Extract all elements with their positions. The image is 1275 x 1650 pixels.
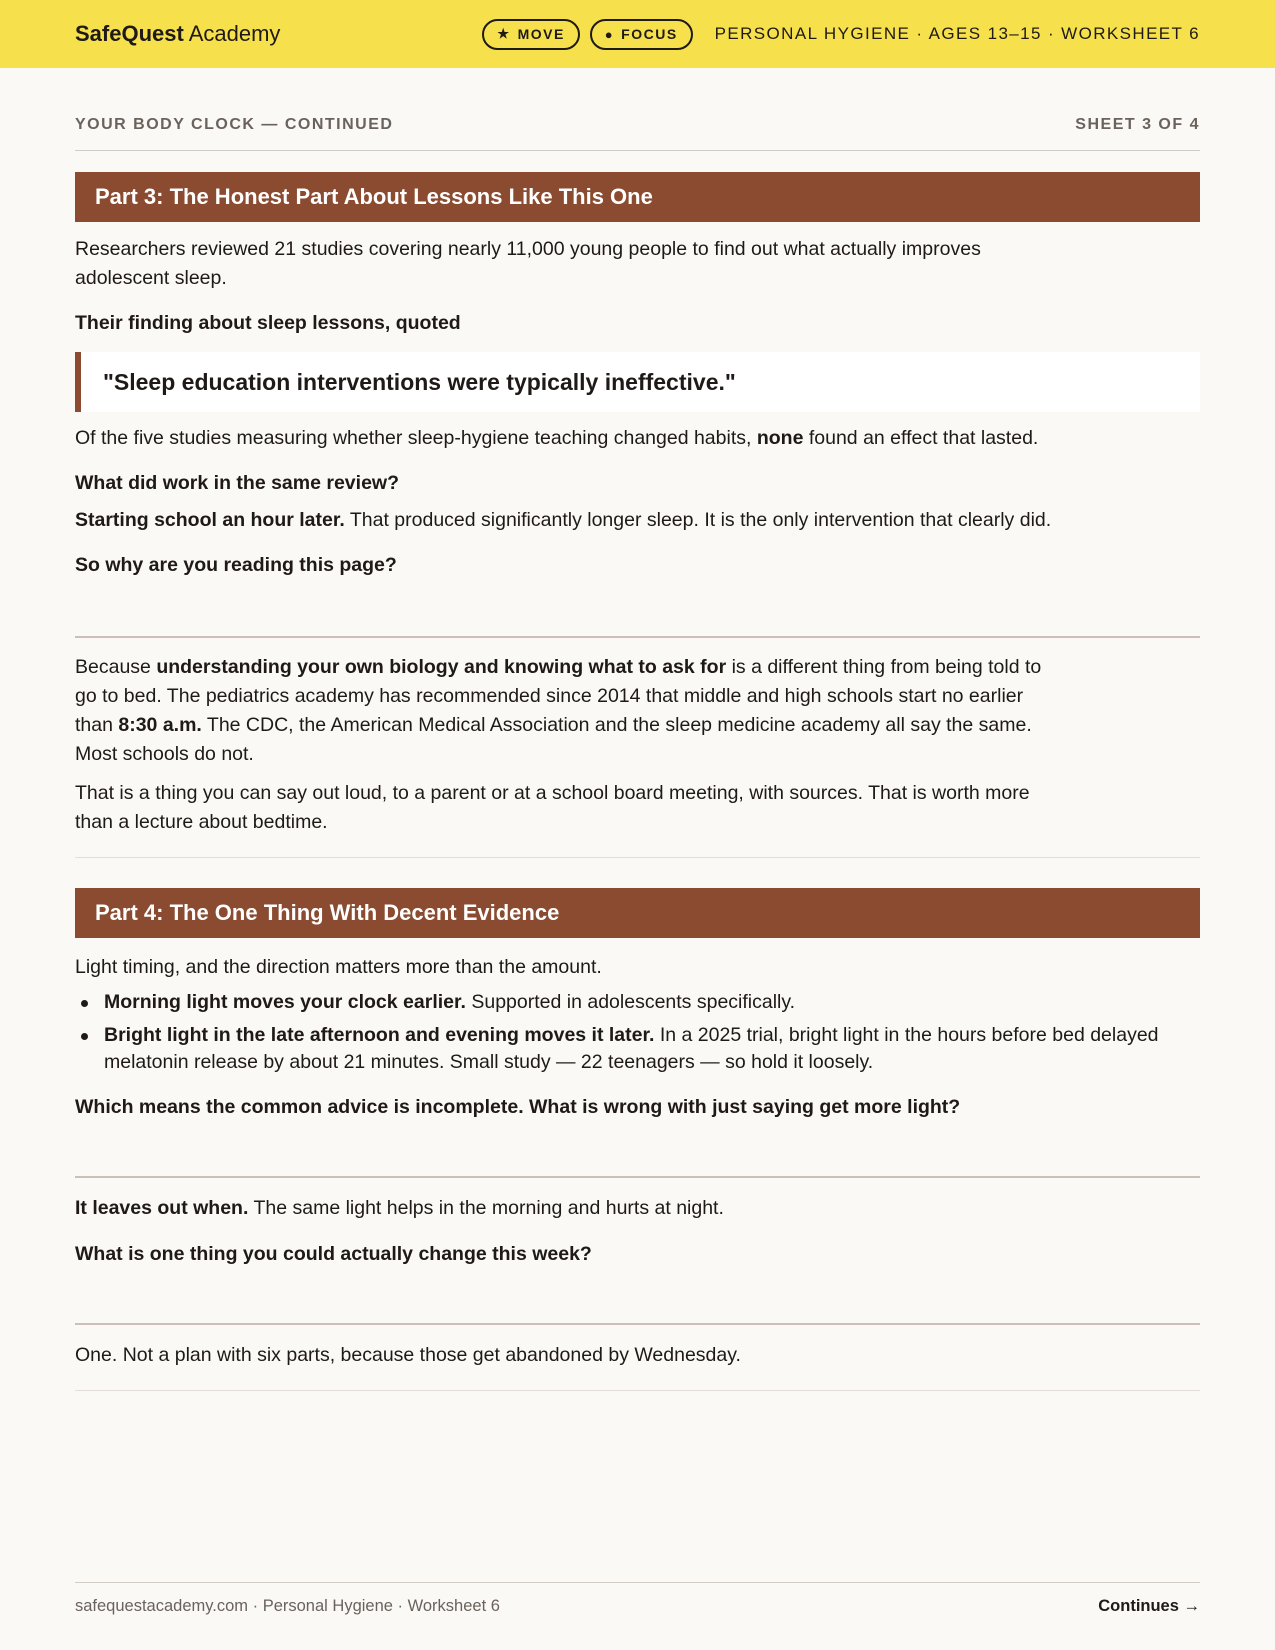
answer-what-worked — [75, 506, 1065, 535]
answer-more-light — [75, 1194, 1065, 1223]
dot-icon: ● — [604, 26, 615, 42]
answer-what-worked-bold: Starting school an hour later. — [75, 509, 345, 531]
part-3-heading: Part 3: The Honest Part About Lessons Like This One — [75, 172, 1200, 222]
section-divider — [75, 857, 1200, 858]
because-b2: 8:30 a.m. — [118, 714, 202, 736]
end-divider — [75, 1390, 1200, 1391]
because-paragraph — [75, 653, 1065, 769]
part-4-intro: Light timing, and the direction matters more than the amount. — [75, 956, 602, 978]
footer-site: safequestacademy.com · Personal Hygiene · Worksheet 6 — [75, 1597, 500, 1615]
worksheet-body — [75, 68, 1200, 1391]
because-t1: Because — [75, 656, 157, 678]
answer-line-3 — [75, 1323, 1200, 1325]
question-more-light: Which means the common advice is incomplete. What is wrong with just saying get more light? — [75, 1096, 961, 1118]
running-head — [75, 116, 1200, 151]
bullet-1-bold: Morning light moves your clock earlier. — [104, 991, 466, 1013]
bullet-2-bold: Bright light in the late afternoon and evening moves it later. — [104, 1024, 655, 1046]
top-banner — [0, 0, 1275, 68]
because-b1: understanding your own biology and knowing what to ask for — [156, 656, 727, 678]
answer-more-light-bold: It leaves out when. — [75, 1197, 249, 1219]
page-footer — [75, 1582, 1200, 1616]
brand-name-bold: SafeQuest — [75, 21, 184, 46]
because-t3: The CDC, the American Medical Association and the sleep medicine academy all say the same. Most schools do not. — [75, 714, 1032, 765]
question-what-worked: What did work in the same review? — [75, 472, 399, 494]
focus-badge — [590, 19, 693, 50]
five-studies-before: Of the five studies measuring whether sleep-hygiene teaching changed habits, — [75, 427, 757, 449]
focus-badge-label: FOCUS — [621, 26, 678, 42]
worksheet-meta: PERSONAL HYGIENE · AGES 13–15 · WORKSHEET 6 — [714, 24, 1200, 43]
list-item — [75, 1022, 1200, 1076]
question-why-reading: So why are you reading this page? — [75, 554, 397, 576]
brand-logo — [75, 21, 280, 47]
move-badge-label: MOVE — [517, 26, 565, 42]
list-item — [75, 989, 1200, 1016]
five-studies-bold: none — [756, 427, 804, 449]
question-one-thing: What is one thing you could actually change this week? — [75, 1243, 592, 1265]
bullet-2-rest: In a 2025 trial, bright light in the hours before bed delayed melatonin release by about 21 minutes. Small study — 22 teenagers — so hold it loosely. — [104, 1024, 1159, 1073]
brand-name-rest: Academy — [183, 21, 281, 46]
five-studies-text — [75, 424, 1065, 453]
part-4-heading: Part 4: The One Thing With Decent Evidence — [75, 888, 1200, 938]
finding-label: Their finding about sleep lessons, quoted — [75, 312, 461, 334]
answer-what-worked-rest: That produced significantly longer sleep. It is the only intervention that clearly did. — [344, 509, 1052, 531]
five-studies-after: found an effect that lasted. — [803, 427, 1039, 449]
answer-line-2 — [75, 1176, 1200, 1178]
running-head-title: YOUR BODY CLOCK — CONTINUED — [75, 116, 394, 133]
move-badge — [482, 19, 579, 50]
bullet-1-rest: Supported in adolescents specifically. — [465, 991, 796, 1013]
header-right — [482, 19, 1200, 50]
answer-line-1 — [75, 636, 1200, 638]
light-bullets — [75, 989, 1200, 1076]
answer-one-thing: One. Not a plan with six parts, because those get abandoned by Wednesday. — [75, 1344, 741, 1366]
say-out-loud-paragraph: That is a thing you can say out loud, to a parent or at a school board meeting, with sources. That is worth more than a lecture about bedtime. — [75, 782, 1030, 833]
research-quote: "Sleep education interventions were typically ineffective." — [75, 352, 1200, 412]
answer-more-light-rest: The same light helps in the morning and hurts at night. — [248, 1197, 724, 1219]
star-icon: ★ — [497, 26, 511, 41]
because-t2: is a different thing from being told to go to bed. The pediatrics academy has recommended since 2014 that middle and high schools start no earlier than — [75, 656, 1042, 736]
sheet-number: SHEET 3 OF 4 — [1075, 116, 1200, 133]
part-3-intro: Researchers reviewed 21 studies covering nearly 11,000 young people to find out what actually improves adolescent sleep. — [75, 238, 981, 289]
continues-link: Continues → — [1098, 1597, 1200, 1615]
